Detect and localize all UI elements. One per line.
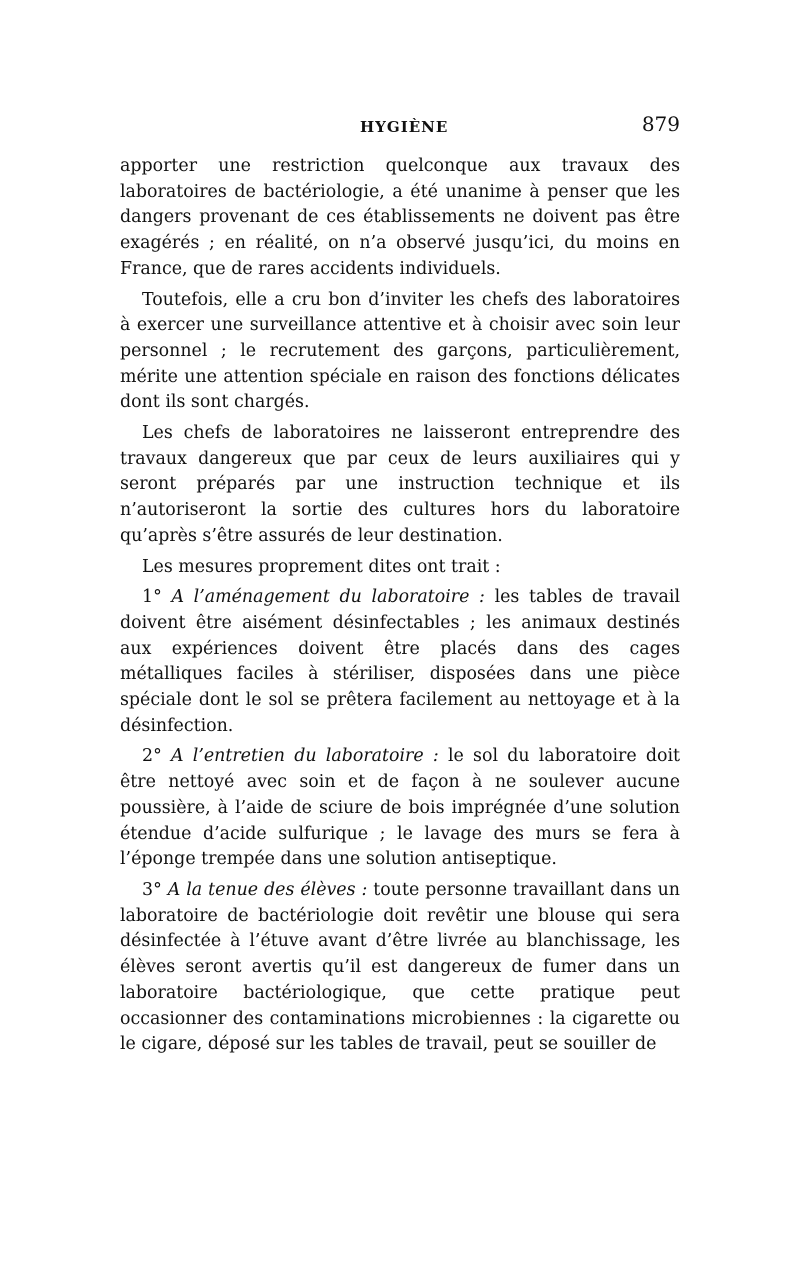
- item-number: 3°: [142, 879, 162, 900]
- item-text: toute personne travaillant dans un laboratoire de bactériologie doit revêtir une blouse qui sera désinfectée à l’étuve avant d’être livrée au blanchissage, les élèves seront avertis qu’il est dangereux de fumer dans un laboratoire bactériologique, que cette pratique peut occasionner des contaminations microbiennes : la cigarette ou le cigare, déposé sur les tables de travail, peut se souiller de: [120, 879, 680, 1055]
- paragraph-dangerous-work: Les chefs de laboratoires ne laisseront entreprendre des travaux dangereux que par ceux de leurs auxiliaires qui y seront préparés par une instruction technique et ils n’autoriseront la sortie des cultures hors du laboratoire qu’après s’être assurés de leur destination.: [120, 423, 680, 546]
- item-text: les tables de travail doivent être aisément désinfectables ; les animaux destinés aux expériences doivent être placés dans des cages métalliques faciles à stériliser, disposées dans une pièce spéciale dont le sol se prêtera facilement au nettoyage et à la désinfection.: [120, 587, 681, 736]
- paragraph-continuation: apporter une restriction quelconque aux travaux des laboratoires de bactériologie, a été unanime à penser que les dangers provenant de ces établissements ne doivent pas être exagérés ; en réalité, on n’a observé jusqu’ici, du moins en France, que de rares accidents individuels.: [120, 156, 680, 279]
- item-text: le sol du laboratoire doit être nettoyé avec soin et de façon à ne soulever aucune poussière, à l’aide de sciure de bois imprégnée d’une solution étendue d’acide sulfurique ; le lavage des murs se fera à l’éponge trempée dans une solution antiseptique.: [120, 746, 681, 870]
- page-body: [120, 154, 680, 1058]
- list-item-entretien: [120, 744, 680, 873]
- list-item-tenue: [120, 878, 680, 1058]
- list-item-amenagement: [120, 585, 680, 739]
- paragraph-measures-intro: Les mesures proprement dites ont trait :: [142, 556, 501, 577]
- book-page: [120, 112, 680, 1058]
- item-lead: A la tenue des élèves :: [167, 879, 368, 900]
- page-number: 879: [641, 112, 680, 136]
- running-title: HYGIÈNE: [360, 118, 449, 136]
- item-lead: A l’aménagement du laboratoire :: [171, 587, 485, 608]
- paragraph-surveillance: Toutefois, elle a cru bon d’inviter les chefs des laboratoires à exercer une surveillance attentive et à choisir avec soin leur personnel ; le recrutement des garçons, particulièrement, mérite une attention spéciale en raison des fonctions délicates dont ils sont chargés.: [120, 289, 680, 413]
- item-lead: A l’entretien du laboratoire :: [171, 746, 439, 767]
- page-header: [120, 112, 680, 146]
- item-number: 2°: [142, 746, 162, 767]
- item-number: 1°: [142, 587, 162, 608]
